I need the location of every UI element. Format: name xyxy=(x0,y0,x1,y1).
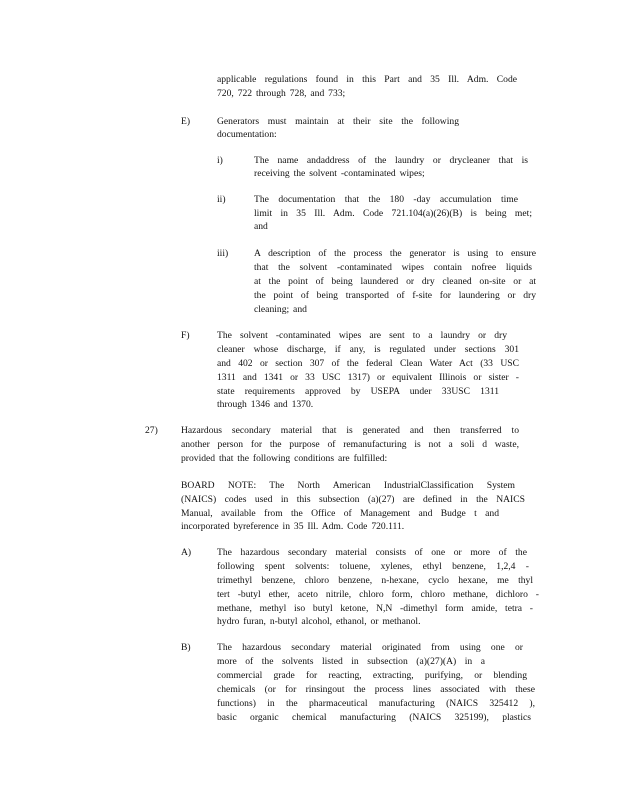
item-a-line: following spent solvents: toluene, xylenes, ethyl benzene, 1,2,4 - xyxy=(217,561,529,572)
item-a-line: methane, methyl iso butyl ketone, N,N -dimethyl form amide, tetra - xyxy=(217,603,533,614)
subitem-iii-line: that the solvent -contaminated wipes contain nofree liquids xyxy=(254,262,532,273)
item-b-line: basic organic chemical manufacturing (NAICS 325199), plastics xyxy=(217,712,531,723)
subitem-iii-label: iii) xyxy=(217,248,229,259)
item-a-line: trimethyl benzene, chloro benzene, n-hexane, cyclo hexane, me thyl xyxy=(217,575,533,586)
item-f-line: through 1346 and 1370. xyxy=(217,399,314,410)
item-27-line: provided that the following conditions are fulfilled: xyxy=(181,453,388,464)
subitem-i-line: The name andaddress of the laundry or drycleaner that is xyxy=(254,155,528,166)
item-f-label: F) xyxy=(181,330,190,341)
item-f-line: 1311 and 1341 or 33 USC 1317) or equivalent Illinois or sister - xyxy=(217,372,519,383)
subitem-i-label: i) xyxy=(217,155,223,166)
subitem-iii-line: A description of the process the generator is using to ensure xyxy=(254,248,536,259)
item-27-label: 27) xyxy=(145,425,158,436)
subitem-i-line: receiving the solvent -contaminated wipes; xyxy=(254,168,425,179)
subitem-iii-line: the point of being transported of f-site for laundering or dry xyxy=(254,290,536,301)
item-27-line: Hazardous secondary material that is generated and then transferred to xyxy=(181,425,519,436)
board-note-line: BOARD NOTE: The North American IndustrialClassification System xyxy=(181,480,515,491)
item-f-line: state requirements approved by USEPA under 33USC 1311 xyxy=(217,386,499,397)
item-f-line: cleaner whose discharge, if any, is regulated under sections 301 xyxy=(217,344,519,355)
item-b-line: more of the solvents listed in subsection (a)(27)(A) in a xyxy=(217,656,485,667)
item-b-line: chemicals (or for rinsingout the process lines associated with these xyxy=(217,684,535,695)
item-27-line: another person for the purpose of remanufacturing is not a soli d waste, xyxy=(181,439,519,450)
item-b-line: The hazardous secondary material originated from using one or xyxy=(217,642,523,653)
board-note-line: incorporated byreference in 35 Ill. Adm. Code 720.111. xyxy=(181,521,405,532)
subitem-ii-line: limit in 35 Ill. Adm. Code 721.104(a)(26)(B) is being met; xyxy=(254,208,532,219)
subitem-iii-line: cleaning; and xyxy=(254,304,307,315)
item-e-label: E) xyxy=(181,116,191,127)
item-b-line: commercial grade for reacting, extracting, purifying, or blending xyxy=(217,670,527,681)
intro-line: 720, 722 through 728, and 733; xyxy=(217,88,346,99)
board-note-line: Manual, available from the Office of Management and Budge t and xyxy=(181,508,499,519)
item-a-label: A) xyxy=(181,547,192,558)
subitem-iii-line: at the point of being laundered or dry cleaned on-site or at xyxy=(254,276,536,287)
item-f-line: and 402 or section 307 of the federal Clean Water Act (33 USC xyxy=(217,358,519,369)
item-b-label: B) xyxy=(181,642,191,653)
item-a-line: hydro furan, n-butyl alcohol, ethanol, or methanol. xyxy=(217,616,421,627)
intro-line: applicable regulations found in this Part and 35 Ill. Adm. Code xyxy=(217,74,517,85)
subitem-ii-line: and xyxy=(254,221,268,232)
item-f-line: The solvent -contaminated wipes are sent to a laundry or dry xyxy=(217,330,507,341)
item-e-line: documentation: xyxy=(217,129,277,140)
item-a-line: tert -butyl ether, aceto nitrile, chloro form, chloro methane, dichloro - xyxy=(217,589,539,600)
subitem-ii-label: ii) xyxy=(217,194,226,205)
board-note-line: (NAICS) codes used in this subsection (a)(27) are defined in the NAICS xyxy=(181,494,525,505)
item-e-line: Generators must maintain at their site the following xyxy=(217,116,459,127)
item-a-line: The hazardous secondary material consists of one or more of the xyxy=(217,547,527,558)
subitem-ii-line: The documentation that the 180 -day accumulation time xyxy=(254,194,518,205)
item-b-line: functions) in the pharmaceutical manufacturing (NAICS 325412 ), xyxy=(217,698,535,709)
